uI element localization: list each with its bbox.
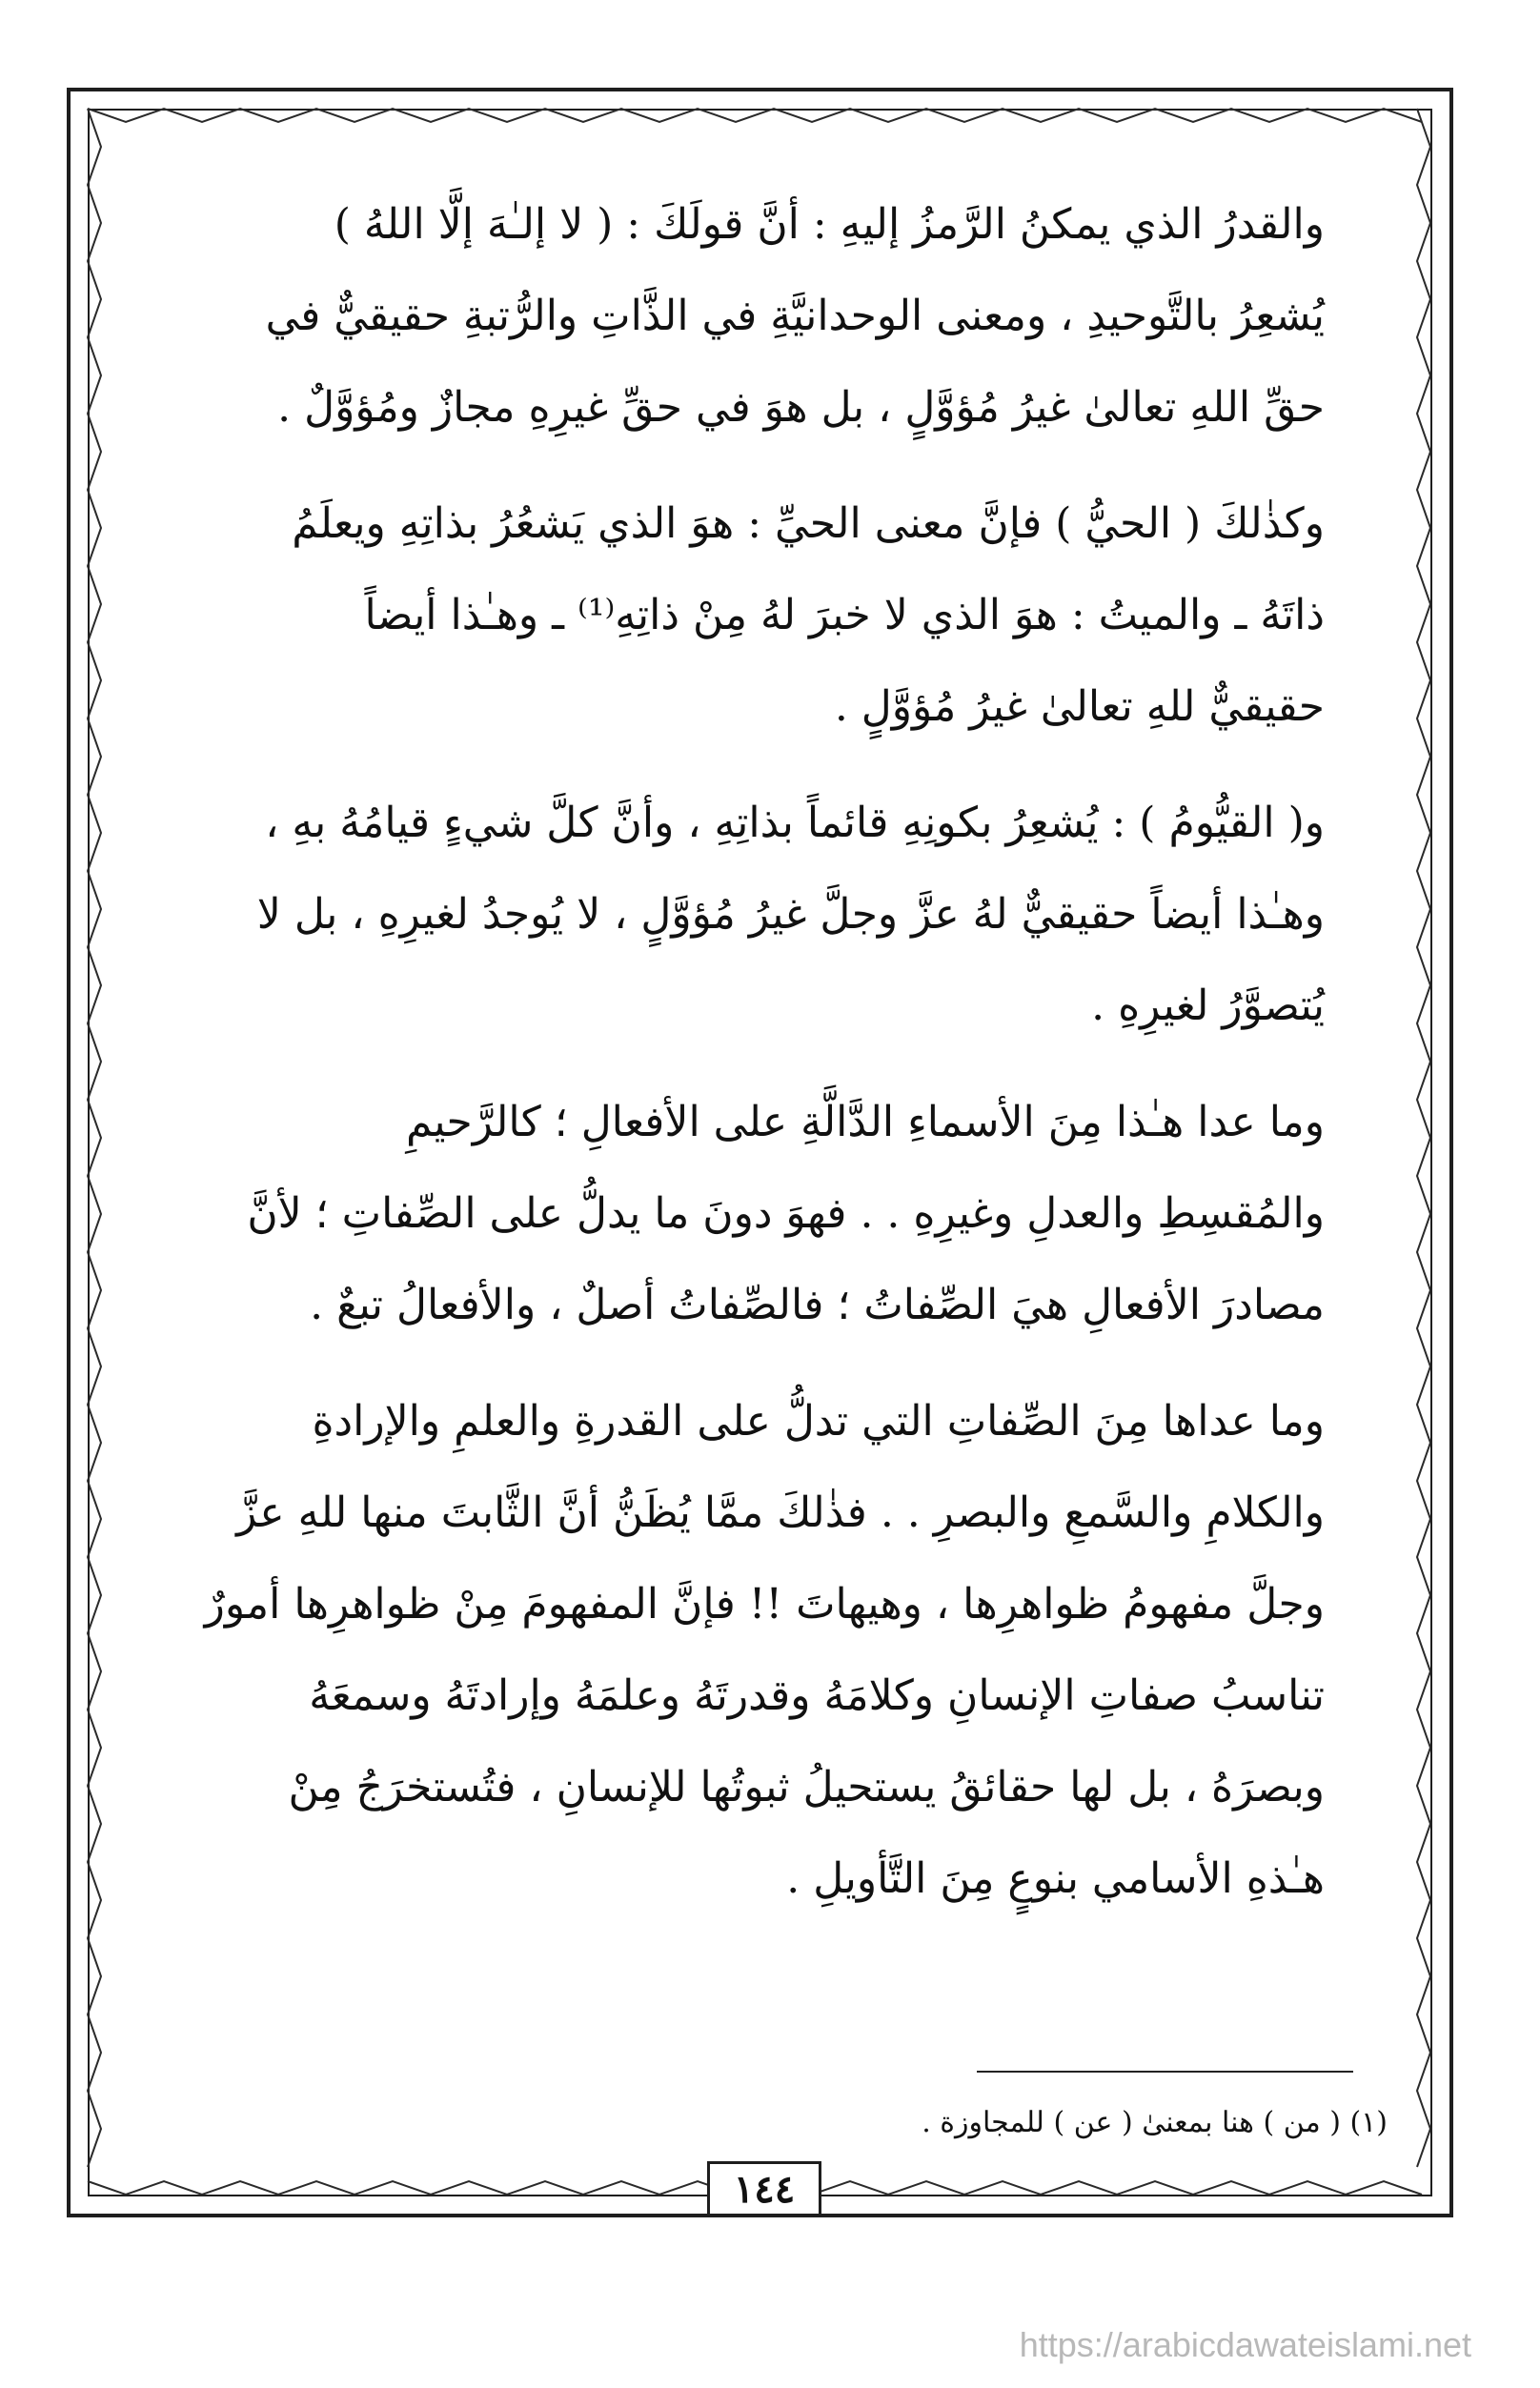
text-line: وكذٰلكَ ( الحيُّ ) فإنَّ معنى الحيِّ : هوَ الذي يَشعُرُ بذاتِهِ ويعلَمُ: [292, 499, 1325, 548]
text-line: والقدرُ الذي يمكنُ الرَّمزُ إليهِ : أنَّ قولَكَ : ( لا إلـٰهَ إلَّا اللهُ ): [334, 200, 1325, 249]
text-line: يُشعِرُ بالتَّوحيدِ ، ومعنى الوحدانيَّةِ في الذَّاتِ والرُّتبةِ حقيقيٌّ في: [265, 292, 1325, 340]
footnote: (١) ( من ) هنا بمعنىٰ ( عن ) للمجاوزة .: [922, 2106, 1388, 2139]
text-line: يُتصوَّرُ لغيرِهِ .: [1091, 982, 1325, 1030]
text-line: وبصرَهُ ، بل لها حقائقُ يستحيلُ ثبوتُها للإنسانِ ، فتُستخرَجُ مِنْ: [288, 1763, 1325, 1811]
text-line: حقيقيٌّ للهِ تعالىٰ غيرُ مُؤوَّلٍ .: [834, 682, 1325, 731]
border-zigzag: [1417, 109, 1430, 2167]
text-line: وهـٰذا أيضاً حقيقيٌّ لهُ عزَّ وجلَّ غيرُ مُؤوَّلٍ ، لا يُوجدُ لغيرِهِ ، بل لا: [256, 890, 1325, 939]
border-zigzag: [88, 109, 1422, 122]
text-line: وما عداها مِنَ الصِّفاتِ التي تدلُّ على القدرةِ والعلمِ والإرادةِ: [312, 1397, 1325, 1446]
watermark-url: https://arabicdawateislami.net: [1019, 2325, 1471, 2364]
text-line: و( القيُّومُ ) : يُشعِرُ بكونِهِ قائماً بذاتِهِ ، وأنَّ كلَّ شيءٍ قيامُهُ بهِ ،: [265, 799, 1325, 847]
page-number: ١٤٤: [707, 2161, 821, 2216]
text-line: تناسبُ صفاتِ الإنسانِ وكلامَهُ وقدرتَهُ وعلمَهُ وإرادتَهُ وسمعَهُ: [309, 1671, 1325, 1720]
main-text: [152, 179, 1325, 2009]
text-line: وما عدا هـٰذا مِنَ الأسماءِ الدَّالَّةِ على الأفعالِ ؛ كالرَّحيمِ: [405, 1098, 1325, 1146]
text-line: والكلامِ والسَّمعِ والبصرِ . . فذٰلكَ ممَّا يُظَنُّ أنَّ الثَّابتَ منها للهِ عزَّ: [236, 1488, 1325, 1537]
text-line: والمُقسِطِ والعدلِ وغيرِهِ . . فهوَ دونَ ما يدلُّ على الصِّفاتِ ؛ لأنَّ: [247, 1189, 1325, 1238]
paragraph-3: [152, 778, 1325, 1052]
text-line: ذاتَهُ ـ والميتُ : هوَ الذي لا خبرَ لهُ مِنْ ذاتِهِ⁽¹⁾ ـ وهـٰذا أيضاً: [364, 591, 1325, 639]
paragraph-2: [152, 478, 1325, 753]
paragraph-5: [152, 1376, 1325, 1925]
text-line: حقِّ اللهِ تعالىٰ غيرُ مُؤوَّلٍ ، بل هوَ في حقِّ غيرِهِ مجازٌ ومُؤوَّلٌ .: [277, 383, 1325, 432]
footnote-divider: [977, 2071, 1353, 2073]
paragraph-1: [152, 179, 1325, 454]
border-zigzag: [88, 109, 101, 2167]
text-line: مصادرَ الأفعالِ هيَ الصِّفاتُ ؛ فالصِّفاتُ أصلٌ ، والأفعالُ تبعٌ .: [310, 1281, 1325, 1329]
text-line: وجلَّ مفهومُ ظواهرِها ، وهيهاتَ !! فإنَّ المفهومَ مِنْ ظواهرِها أمورٌ: [204, 1580, 1325, 1629]
text-line: هـٰذهِ الأسامي بنوعٍ مِنَ التَّأويلِ .: [786, 1854, 1325, 1903]
paragraph-4: [152, 1077, 1325, 1351]
